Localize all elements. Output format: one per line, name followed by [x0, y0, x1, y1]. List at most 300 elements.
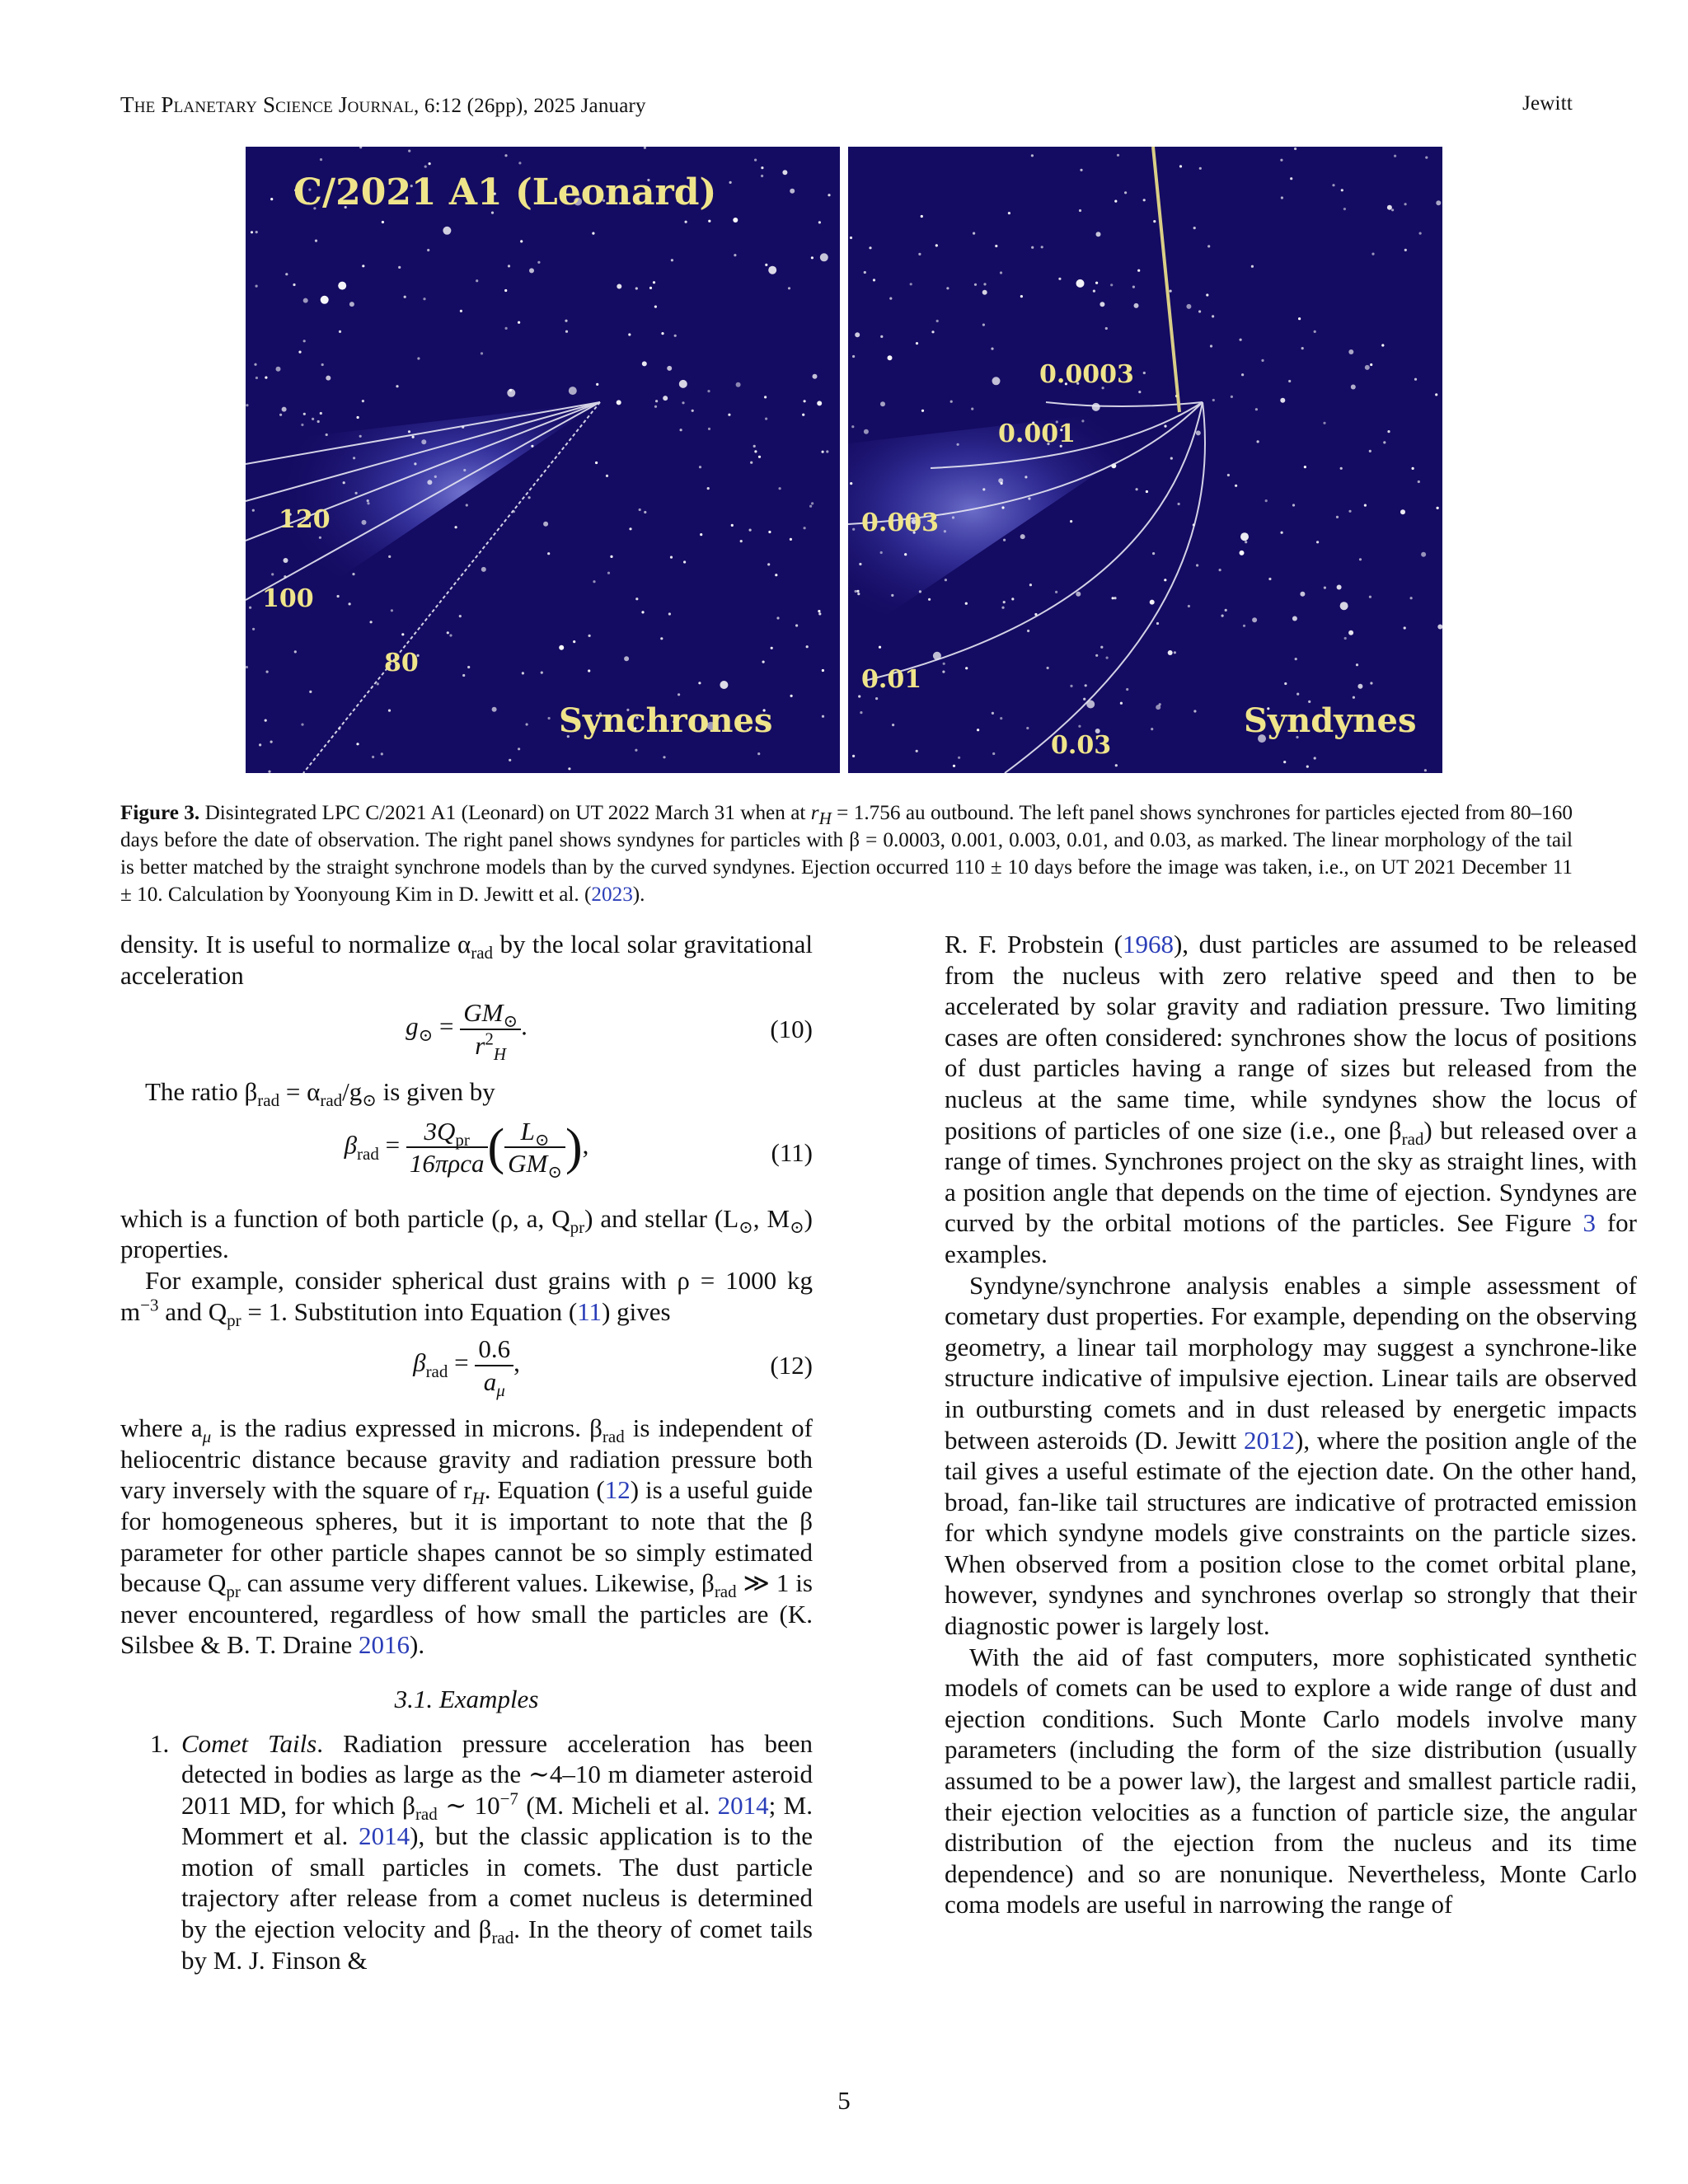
star: [1284, 682, 1287, 685]
star: [528, 496, 531, 499]
star: [663, 756, 665, 758]
star: [492, 707, 497, 712]
star: [337, 595, 340, 598]
star: [1252, 617, 1257, 622]
star: [928, 598, 931, 601]
star: [1221, 615, 1224, 617]
star: [661, 332, 663, 335]
star: [507, 389, 515, 397]
star: [852, 528, 855, 531]
star: [1245, 541, 1247, 543]
star: [359, 435, 362, 438]
text: ), dust particles are assumed to be released from the nucleus with zero relative speed and then to be accelerated by solar gravity and radiation pressure. Two limiting cases are often considered: synchrones show the locus of positions of dust particles having a range of sizes but released from the nucleus at the same time, while syndynes show the locus of positions of particles of one size (i.e., one β: [945, 930, 1637, 1145]
paragraph: [945, 929, 1637, 1270]
star: [790, 189, 795, 194]
star: [698, 682, 701, 684]
star: [1186, 304, 1191, 309]
star: [1268, 578, 1271, 580]
star: [782, 170, 787, 175]
list-item: [120, 1728, 813, 1976]
star: [381, 752, 383, 755]
paragraph: [120, 1203, 813, 1265]
star: [1424, 769, 1427, 771]
star: [565, 330, 568, 333]
star: [285, 273, 288, 275]
star: [518, 162, 521, 164]
figure-3: [246, 147, 1442, 773]
eq-denominator: r: [475, 1030, 485, 1060]
star: [1076, 279, 1085, 288]
star: [1081, 419, 1084, 422]
syndyne-marker-0.001: 0.001: [998, 419, 1076, 448]
text: = α: [279, 1077, 321, 1107]
equation-12: [120, 1327, 813, 1413]
text: can assume very different values. Likewise, β: [240, 1568, 715, 1598]
star: [610, 555, 612, 558]
star: [522, 672, 524, 674]
star: [1359, 558, 1362, 560]
star: [950, 401, 953, 403]
text: ).: [410, 1630, 425, 1660]
star: [822, 669, 824, 672]
star: [606, 475, 608, 477]
star: [678, 693, 680, 696]
eq-numerator: 0.6: [475, 1333, 513, 1366]
text: which is a function of both particle (ρ, a, Q: [120, 1203, 570, 1233]
running-head-author: Jewitt: [1522, 92, 1573, 115]
equation-body: $\beta_{rad}$ = $\frac{0.6}{a_\mu}$ ,: [413, 1334, 520, 1400]
star: [1095, 282, 1098, 284]
star: [931, 330, 934, 333]
star: [736, 382, 741, 387]
star: [301, 724, 303, 726]
star: [481, 352, 483, 354]
left-column: [120, 929, 813, 1975]
equation-10: [120, 991, 813, 1076]
caption-text: Disintegrated LPC C/2021 A1 (Leonard) on UT 2022 March 31 when at: [199, 802, 811, 824]
star: [423, 298, 425, 300]
star: [447, 631, 449, 634]
star: [320, 158, 322, 161]
star: [1219, 569, 1221, 571]
eq-denominator: a: [483, 1366, 497, 1396]
star: [424, 166, 427, 168]
star: [573, 640, 575, 643]
eq-sup: 2: [485, 1029, 494, 1049]
star: [1193, 710, 1196, 712]
star: [1337, 585, 1342, 590]
journal-citation: [120, 92, 646, 118]
star: [974, 284, 977, 286]
star: [520, 240, 523, 242]
star: [1227, 474, 1230, 476]
star: [617, 400, 621, 405]
star: [421, 439, 426, 444]
subscript: rad: [714, 1582, 737, 1602]
star: [1164, 425, 1166, 428]
star: [303, 413, 306, 415]
star: [1341, 189, 1343, 191]
star: [1105, 327, 1108, 330]
star: [355, 492, 358, 494]
star: [1235, 485, 1237, 487]
star: [370, 621, 373, 623]
text: ) is a useful guide for homogeneous spheres, but it is important to note that the β parameter for other particle shapes cannot be so simply estimated because Q: [120, 1475, 813, 1598]
star: [1193, 227, 1196, 229]
star: [1174, 651, 1176, 654]
star: [547, 552, 550, 555]
star: [864, 429, 869, 434]
paragraph: [120, 929, 813, 991]
star: [624, 656, 629, 661]
text: . Equation (: [484, 1475, 605, 1505]
star: [1124, 191, 1127, 194]
star: [1114, 200, 1117, 203]
citation-link[interactable]: 1968: [1122, 930, 1174, 958]
star: [936, 320, 939, 322]
star: [443, 227, 451, 235]
star: [449, 634, 452, 636]
star: [377, 682, 379, 685]
star: [312, 418, 314, 420]
star: [1000, 271, 1002, 274]
star: [284, 558, 288, 563]
eq-fraction: [504, 1116, 565, 1183]
paragraph: With the aid of fast computers, more sophisticated synthetic models of comets can be used to explore a wide range of dust and ejection conditions. Such Monte Carlo models involve many parameters (including the form of the size distribution (usually assumed to be a power law), the largest and smallest particle radii, their ejection velocities as a function of particle size, the angular distribution of the ejection from the nucleus and its time dependence) and so are nonunique. Nevertheless, Monte Carlo coma models are useful in narrowing the range of: [945, 1642, 1637, 1919]
star: [504, 154, 507, 157]
figure-reference-link[interactable]: 3: [1582, 1208, 1597, 1238]
star: [817, 401, 822, 405]
star: [1419, 232, 1422, 235]
star: [655, 400, 658, 402]
star: [953, 765, 955, 767]
star: [548, 717, 551, 719]
star: [935, 244, 938, 246]
star: [971, 408, 973, 410]
star: [429, 162, 431, 165]
star: [1207, 245, 1210, 247]
star: [1078, 725, 1081, 728]
star: [879, 646, 881, 649]
star: [804, 527, 806, 529]
star: [367, 502, 369, 504]
citation-link[interactable]: 2014: [359, 1821, 410, 1851]
star: [1031, 246, 1034, 249]
star: [754, 450, 757, 452]
star: [317, 420, 320, 423]
star: [1290, 177, 1292, 180]
star: [1199, 167, 1202, 170]
equation-body: $g_⊙$ = $\frac{GM_⊙}{r^2_H}$ .: [406, 998, 528, 1064]
star: [768, 531, 771, 533]
star: [733, 218, 738, 223]
star: [699, 466, 701, 468]
star: [1356, 663, 1358, 666]
text: ) gives: [602, 1296, 671, 1326]
star: [642, 361, 647, 366]
star: [1280, 398, 1285, 403]
citation-link[interactable]: 2012: [1244, 1425, 1296, 1455]
star: [1391, 209, 1394, 211]
subscript: rad: [320, 1090, 343, 1111]
star: [958, 757, 960, 759]
star: [1132, 286, 1135, 288]
star: [398, 266, 401, 269]
synchrone-marker-80: 80: [384, 649, 419, 677]
eq-sub: ⊙: [418, 1025, 434, 1046]
equation-number: (10): [770, 1015, 813, 1044]
star: [303, 298, 308, 303]
star: [708, 428, 710, 430]
star: [1348, 349, 1353, 354]
star: [509, 759, 511, 762]
star: [326, 376, 331, 381]
star: [1151, 728, 1153, 730]
star: [965, 602, 968, 605]
star: [1001, 607, 1004, 609]
star: [1231, 396, 1233, 398]
star: [1031, 154, 1034, 157]
star: [1001, 482, 1003, 485]
star: [1323, 422, 1325, 424]
star: [1300, 592, 1305, 597]
star: [982, 290, 987, 295]
text: /g: [342, 1077, 363, 1107]
star: [850, 482, 852, 485]
star: [731, 524, 734, 527]
figure-caption: [120, 799, 1573, 908]
star: [734, 254, 736, 256]
star: [764, 396, 767, 398]
caption-label: Figure 3.: [120, 802, 200, 824]
star: [1143, 372, 1146, 374]
star: [921, 410, 924, 412]
subscript: μ: [202, 1427, 212, 1447]
star: [559, 645, 564, 650]
equation-body: $\beta_{rad}$ = $\frac{3Q_{pr}}{\text{16πρca}}$ ( $\frac{L_⊙}{GM_⊙}$ ),: [344, 1116, 589, 1183]
star: [809, 505, 812, 508]
star: [1070, 520, 1072, 523]
star: [1206, 293, 1208, 296]
star: [802, 414, 804, 416]
eq-fraction: [406, 1116, 488, 1179]
star: [537, 261, 540, 264]
star: [1241, 373, 1244, 376]
star: [254, 363, 256, 366]
star: [765, 264, 767, 266]
star: [667, 366, 672, 371]
list-item-title: Comet Tails: [181, 1728, 317, 1758]
eq-symbol: β: [344, 1130, 358, 1160]
text: R. F. Probstein (: [945, 930, 1123, 958]
star: [268, 771, 270, 773]
text: and Q: [158, 1296, 227, 1326]
eq-denominator: 16πρca: [409, 1149, 485, 1179]
star: [251, 231, 253, 233]
star: [1240, 551, 1245, 555]
star: [1255, 408, 1258, 410]
superscript: −3: [140, 1295, 159, 1315]
star: [761, 166, 763, 169]
star: [1143, 199, 1146, 201]
equation-reference-link[interactable]: 11: [577, 1296, 603, 1326]
star: [256, 285, 258, 288]
star: [1085, 684, 1087, 687]
star: [682, 401, 684, 404]
star: [543, 522, 548, 527]
star: [455, 526, 457, 528]
text: ≫ 1 is never encountered, regardless of how small the particles are (K. Silsbee & B. T. Draine: [120, 1568, 813, 1660]
text: ) but released over a range of times. Synchrones project on the sky as straight lines, with a position angle that depends on the time of ejection. Syndynes are curved by the orbital motions of the particles. See Figure: [945, 1115, 1637, 1238]
star: [256, 377, 258, 379]
star: [1093, 290, 1095, 293]
caption-text: ).: [632, 883, 645, 906]
star: [315, 240, 317, 242]
star: [427, 480, 432, 485]
star: [339, 330, 341, 333]
caption-reference-link[interactable]: 2023: [591, 883, 633, 906]
star: [276, 367, 281, 372]
star: [916, 342, 918, 344]
star: [728, 414, 730, 416]
star: [654, 306, 657, 308]
subscript: rad: [257, 1090, 280, 1111]
star: [246, 404, 248, 406]
star: [639, 509, 641, 511]
star: [1414, 378, 1417, 381]
star: [1188, 605, 1190, 607]
star: [965, 667, 968, 669]
star: [858, 695, 860, 697]
star: [1261, 359, 1264, 362]
star: [1292, 504, 1295, 506]
star: [740, 540, 743, 542]
star: [1404, 249, 1407, 251]
star: [1083, 698, 1085, 701]
equation-number: (11): [771, 1137, 813, 1167]
star: [818, 221, 821, 223]
citation-link[interactable]: 2016: [359, 1630, 410, 1660]
eq-sub: rad: [425, 1361, 448, 1382]
star: [771, 647, 773, 649]
star: [249, 607, 251, 609]
section-heading: 3.1. Examples: [394, 1684, 539, 1713]
star: [813, 374, 818, 379]
star: [1096, 232, 1101, 237]
star: [588, 635, 591, 637]
star: [671, 259, 673, 261]
star: [1369, 596, 1372, 598]
star: [1251, 265, 1254, 268]
star: [775, 574, 777, 576]
caption-var: r: [810, 802, 819, 824]
star: [683, 560, 686, 563]
star: [768, 266, 776, 274]
star: [700, 533, 702, 536]
star: [595, 462, 598, 464]
subscript: rad: [471, 943, 494, 963]
star: [1080, 169, 1082, 171]
star: [1280, 159, 1282, 162]
star: [1301, 347, 1304, 349]
text: = 1. Substitution into Equation (: [241, 1296, 578, 1326]
star: [1210, 344, 1212, 347]
star: [301, 424, 303, 426]
star: [1351, 385, 1356, 390]
star: [921, 215, 923, 218]
star: [1152, 552, 1155, 555]
star: [1164, 579, 1166, 581]
text: For example, consider spherical dust grains with ρ = 1000 kg m: [120, 1265, 813, 1326]
list-number: 1.: [150, 1728, 170, 1758]
paragraph: [945, 1270, 1637, 1642]
star: [320, 412, 322, 415]
star: [382, 221, 384, 223]
star: [806, 645, 809, 648]
star: [943, 663, 945, 665]
citation-link[interactable]: 2014: [717, 1790, 769, 1820]
star: [762, 661, 765, 663]
equation-reference-link[interactable]: 12: [604, 1475, 631, 1505]
star: [982, 488, 985, 490]
text: for examples.: [945, 1208, 1637, 1268]
star: [1314, 757, 1316, 759]
star: [367, 499, 369, 502]
star: [298, 351, 301, 354]
eq-fraction: [475, 1333, 513, 1400]
star: [1117, 154, 1119, 157]
star: [1240, 339, 1242, 341]
star: [1387, 205, 1392, 210]
star: [1178, 503, 1180, 505]
star: [1343, 208, 1346, 210]
star: [860, 711, 862, 714]
star: [995, 245, 997, 247]
star: [319, 537, 321, 539]
star: [1020, 295, 1023, 298]
star: [265, 719, 267, 722]
star: [653, 281, 655, 284]
star: [1126, 688, 1128, 691]
star: [518, 321, 520, 324]
synchrone-marker-120: 120: [279, 505, 331, 534]
star: [1138, 391, 1141, 393]
star: [856, 590, 859, 593]
star: [1298, 317, 1301, 320]
star: [1092, 403, 1100, 411]
star: [1316, 541, 1319, 543]
star: [820, 253, 828, 261]
star: [408, 150, 410, 152]
star: [892, 724, 894, 726]
eq-sub: rad: [357, 1143, 379, 1164]
star: [1336, 516, 1339, 518]
star: [692, 410, 694, 412]
eq-sub: ⊙: [534, 1129, 550, 1150]
subscript: rad: [602, 1427, 625, 1447]
star: [408, 430, 410, 433]
star: [818, 612, 821, 615]
star: [293, 284, 295, 286]
star: [1120, 702, 1123, 705]
star: [531, 445, 533, 448]
star: [1357, 684, 1362, 689]
star: [481, 567, 486, 572]
star: [1383, 441, 1386, 443]
star: [593, 580, 595, 583]
star: [1332, 184, 1334, 186]
star: [1296, 693, 1299, 696]
